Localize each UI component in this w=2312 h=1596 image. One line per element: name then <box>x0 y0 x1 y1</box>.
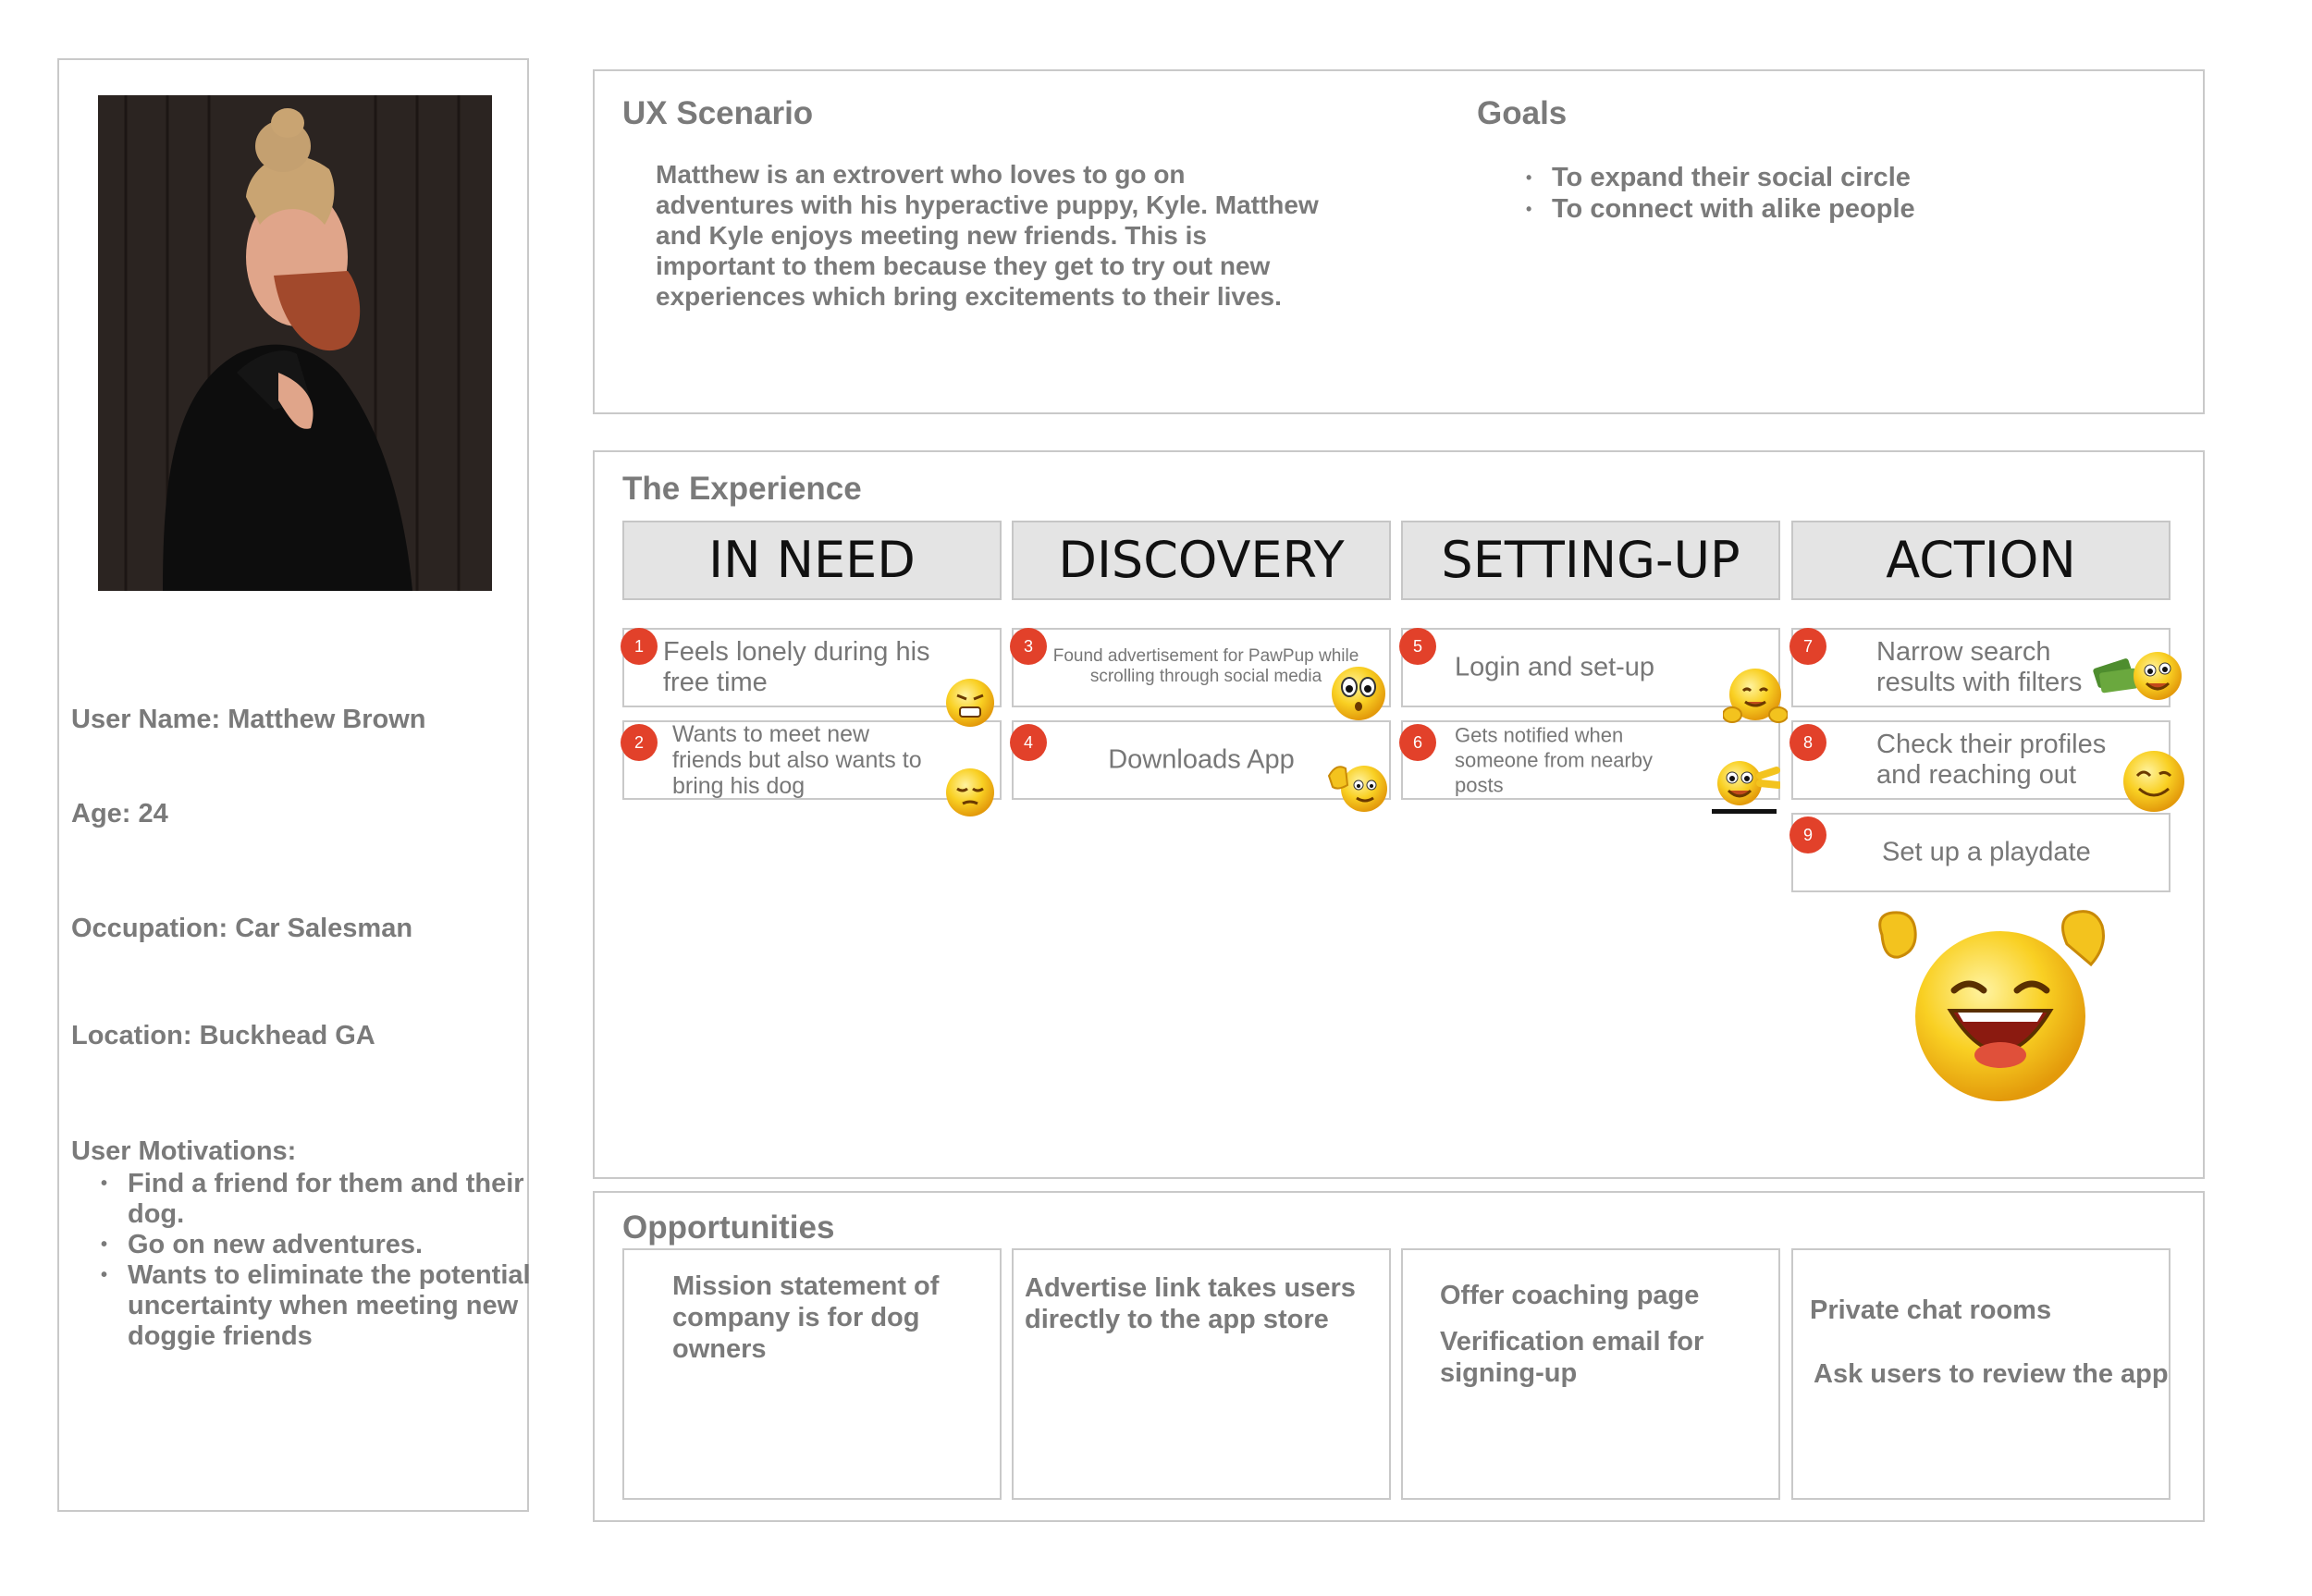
persona-panel <box>57 58 529 1512</box>
step-text: Login and set-up <box>1455 652 1655 682</box>
phase-action: ACTION <box>1791 521 2171 600</box>
goals-title: Goals <box>1477 95 1568 131</box>
money-emoji-icon <box>2093 648 2185 704</box>
opportunities-title: Opportunities <box>622 1209 835 1246</box>
frustrated-emoji-icon <box>944 677 996 729</box>
scenario-title: UX Scenario <box>622 95 814 131</box>
phase-setting-up: SETTING-UP <box>1401 521 1780 600</box>
occupation-value: Car Salesman <box>235 914 413 943</box>
step-text: Wants to meet new friends but also wants to bring his dog <box>672 721 922 799</box>
phase-in-need: IN NEED <box>622 521 1002 600</box>
opportunity-box <box>1791 1248 2171 1500</box>
step-text: Set up a playdate <box>1882 837 2091 867</box>
step-number-badge: 2 <box>621 724 658 761</box>
step-card <box>1791 720 2171 800</box>
user-name-label: User Name: <box>71 705 221 734</box>
experience-title: The Experience <box>622 471 862 507</box>
step-text: Found advertisement for PawPup while scrolling through social media <box>1052 646 1359 686</box>
step-number-badge: 1 <box>621 628 658 665</box>
step-text: Downloads App <box>1108 744 1295 775</box>
opportunity-box <box>622 1248 1002 1500</box>
occupation-field <box>71 914 412 944</box>
motivations-title: User Motivations: <box>71 1136 297 1166</box>
step-number-badge: 7 <box>1789 628 1826 665</box>
goal-item: • To connect with alike people <box>1521 193 1915 225</box>
step-number-badge: 6 <box>1399 724 1436 761</box>
user-motivations <box>71 1136 534 1352</box>
opportunity-text: Ask users to review the app <box>1814 1359 2169 1389</box>
goals-list <box>1521 162 1915 225</box>
persona-photo <box>98 95 492 591</box>
experience-panel <box>593 450 2205 1179</box>
step-number-badge: 4 <box>1010 724 1047 761</box>
opportunity-text: Private chat rooms <box>1810 1295 2052 1325</box>
celebrating-emoji-icon <box>1865 907 2124 1111</box>
step-text: Narrow search results with filters <box>1876 637 2083 697</box>
age-field <box>71 799 168 829</box>
scenario-panel <box>593 69 2205 414</box>
sad-emoji-icon <box>944 767 996 818</box>
step-text: Check their profiles and reaching out <box>1876 730 2107 790</box>
motivation-item: • Wants to eliminate the potential uncertainty when meeting new doggie friends <box>71 1260 534 1352</box>
motivation-item: • Go on new adventures. <box>71 1230 534 1260</box>
user-name-field <box>71 705 426 735</box>
surprised-emoji-icon <box>1330 665 1387 722</box>
age-value: 24 <box>138 799 168 829</box>
opportunity-text: Advertise link takes users directly to the app store <box>1025 1273 1356 1334</box>
opportunity-text: Verification email for signing-up <box>1440 1327 1704 1388</box>
scenario-text: Matthew is an extrovert who loves to go on adventures with his hyperactive puppy, Kyle. Matthew and Kyle enjoys meeting new friends. This is important to them because they get to try out new experiences which bring excitements to their lives. <box>656 160 1319 311</box>
step-text: Gets notified when someone from nearby posts <box>1455 723 1653 797</box>
step-text: Feels lonely during his free time <box>663 637 930 697</box>
step-number-badge: 5 <box>1399 628 1436 665</box>
location-label: Location: <box>71 1021 192 1050</box>
thumbs-up-emoji-icon <box>1325 757 1390 815</box>
step-number-badge: 9 <box>1789 816 1826 853</box>
user-name-value: Matthew Brown <box>228 705 426 734</box>
motivation-item: • Find a friend for them and their dog. <box>71 1169 534 1230</box>
opportunity-text: Mission statement of company is for dog owners <box>672 1271 940 1364</box>
opportunities-panel <box>593 1191 2205 1522</box>
opportunity-box <box>1401 1248 1780 1500</box>
step-number-badge: 8 <box>1789 724 1826 761</box>
motivations-list <box>71 1169 534 1352</box>
goal-item: • To expand their social circle <box>1521 162 1915 193</box>
wink-emoji-icon <box>2121 748 2187 815</box>
phase-discovery: DISCOVERY <box>1012 521 1391 600</box>
hug-emoji-icon <box>1723 667 1788 728</box>
excited-emoji-icon <box>1712 757 1780 815</box>
opportunity-box <box>1012 1248 1391 1500</box>
location-field <box>71 1021 375 1051</box>
location-value: Buckhead GA <box>199 1021 375 1050</box>
step-card <box>1791 813 2171 892</box>
step-number-badge: 3 <box>1010 628 1047 665</box>
occupation-label: Occupation: <box>71 914 228 943</box>
age-label: Age: <box>71 799 131 829</box>
opportunity-text: Offer coaching page <box>1440 1281 1700 1310</box>
